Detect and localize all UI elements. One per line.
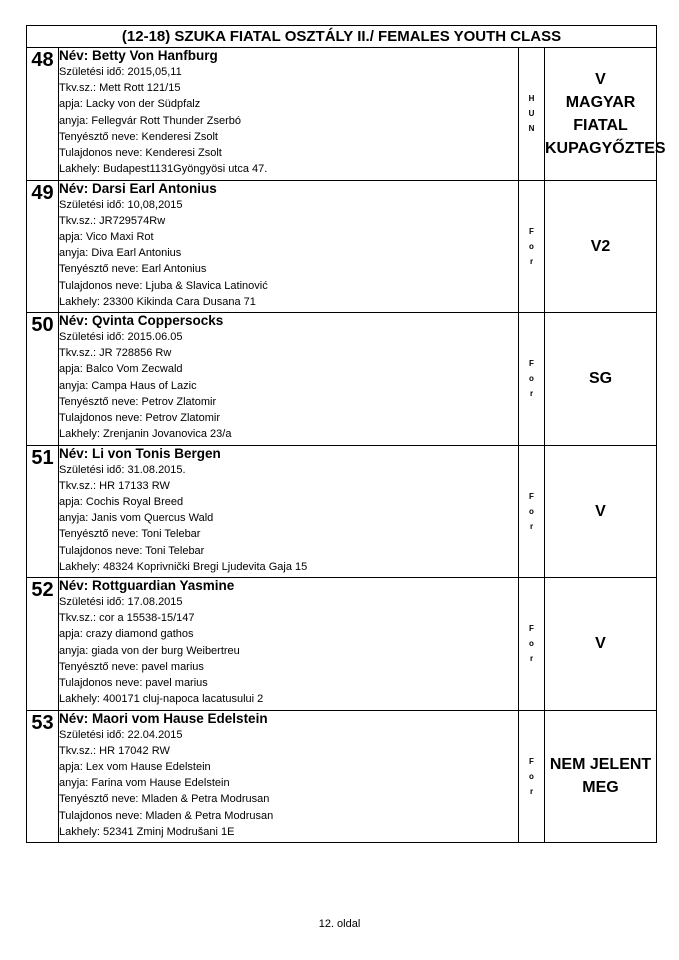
- result: [545, 48, 666, 181]
- dog-name: Név: Li von Tonis Bergen: [59, 445, 221, 461]
- country-code: [519, 180, 545, 313]
- dog-name: Név: Maori vom Hause Edelstein: [59, 710, 268, 726]
- result-line: V: [595, 70, 606, 88]
- country-letter: r: [529, 786, 534, 796]
- registry-number: Tkv.sz.: JR729574Rw: [59, 214, 166, 227]
- entry-row: [27, 445, 657, 578]
- residence: Lakhely: 52341 Zminj Modrušani 1E: [59, 825, 235, 838]
- dog-name: Név: Qvinta Coppersocks: [59, 313, 224, 328]
- sire: apja: Lacky von der Südpfalz: [59, 98, 201, 111]
- result-line: NEM JELENT MEG: [549, 756, 652, 797]
- result: [545, 445, 657, 578]
- page-number: 12. oldal: [318, 918, 361, 930]
- result: [545, 578, 657, 711]
- birth-date: Születési idő: 22.04.2015: [59, 728, 183, 741]
- registry-number: Tkv.sz.: JR 728856 Rw: [59, 347, 172, 360]
- entry-row: [27, 710, 657, 843]
- country-code: [519, 313, 545, 446]
- country-letter: o: [529, 241, 534, 251]
- entry-details: [59, 313, 519, 446]
- dam: anyja: Campa Haus of Lazic: [59, 379, 197, 392]
- registry-number: Tkv.sz.: cor a 15538-15/147: [59, 612, 195, 625]
- birth-date: Születési idő: 17.08.2015: [59, 596, 183, 608]
- breeder: Tenyésztő neve: Earl Antonius: [59, 263, 207, 276]
- dam: anyja: Diva Earl Antonius: [59, 247, 182, 260]
- country-letter: F: [529, 624, 534, 634]
- country-code: [519, 48, 545, 181]
- sire: apja: Lex vom Hause Edelstein: [59, 760, 211, 773]
- entry-number: 53: [27, 710, 59, 843]
- birth-date: Születési idő: 10,08,2015: [59, 198, 183, 211]
- country-letter: r: [529, 389, 534, 399]
- result-line: MAGYAR FIATAL: [565, 93, 636, 134]
- dam: anyja: Fellegvár Rott Thunder Zserbó: [59, 114, 241, 127]
- residence: Lakhely: Budapest1131Gyöngyösi utca 47.: [59, 163, 268, 176]
- birth-date: Születési idő: 2015,05,11: [59, 66, 182, 78]
- result-line: V: [595, 502, 606, 520]
- country-letter: N: [528, 124, 535, 134]
- country-letter: o: [529, 771, 534, 781]
- dam: anyja: Janis vom Quercus Wald: [59, 512, 214, 525]
- dam: anyja: Farina vom Hause Edelstein: [59, 777, 230, 790]
- owner: Tulajdonos neve: Mladen & Petra Modrusan: [59, 809, 274, 822]
- result-line: KUPAGYŐZTES: [545, 139, 666, 157]
- entry-details: [59, 578, 519, 711]
- entry-number: 50: [27, 313, 59, 446]
- result-line: SG: [588, 370, 613, 388]
- class-title-row: [27, 26, 657, 48]
- entry-details: [59, 48, 519, 181]
- owner: Tulajdonos neve: Petrov Zlatomir: [59, 412, 220, 425]
- country-code: [519, 710, 545, 843]
- entry-number: 49: [27, 180, 59, 313]
- entry-number: 51: [27, 445, 59, 578]
- dam: anyja: giada von der burg Weibertreu: [59, 644, 240, 657]
- sire: apja: Vico Maxi Rot: [59, 230, 154, 243]
- owner: Tulajdonos neve: Kenderesi Zsolt: [59, 147, 222, 160]
- birth-date: Születési idő: 2015.06.05: [59, 331, 183, 343]
- registry-number: Tkv.sz.: HR 17042 RW: [59, 744, 170, 757]
- country-letter: r: [529, 256, 534, 266]
- class-title: (12-18) SZUKA FIATAL OSZTÁLY II./ FEMALES YOUTH CLASS: [27, 26, 657, 48]
- breeder: Tenyésztő neve: Kenderesi Zsolt: [59, 130, 218, 143]
- residence: Lakhely: 23300 Kikinda Cara Dusana 71: [59, 295, 256, 308]
- residence: Lakhely: 48324 Koprivnički Bregi Ljudevita Gaja 15: [59, 560, 308, 573]
- country-code: [519, 578, 545, 711]
- breeder: Tenyésztő neve: Petrov Zlatomir: [59, 395, 217, 408]
- country-letter: F: [529, 491, 534, 501]
- dog-name: Név: Darsi Earl Antonius: [59, 180, 217, 196]
- result: [545, 313, 657, 446]
- breeder: Tenyésztő neve: Toni Telebar: [59, 528, 201, 541]
- sire: apja: Balco Vom Zecwald: [59, 363, 183, 376]
- result-line: V2: [590, 237, 611, 255]
- dog-name: Név: Betty Von Hanfburg: [59, 48, 218, 63]
- owner: Tulajdonos neve: pavel marius: [59, 677, 208, 690]
- registry-number: Tkv.sz.: Mett Rott 121/15: [59, 82, 181, 95]
- country-letter: F: [529, 226, 534, 236]
- result: [545, 710, 657, 843]
- breeder: Tenyésztő neve: pavel marius: [59, 660, 204, 673]
- country-letter: r: [529, 654, 534, 664]
- catalog-table: [26, 25, 666, 843]
- entry-row: [27, 578, 657, 711]
- entry-row: [27, 180, 657, 313]
- country-letter: H: [528, 94, 535, 104]
- entry-number: 48: [27, 48, 59, 181]
- entry-number: 52: [27, 578, 59, 711]
- owner: Tulajdonos neve: Toni Telebar: [59, 544, 205, 557]
- registry-number: Tkv.sz.: HR 17133 RW: [59, 479, 170, 492]
- entry-row: [27, 48, 657, 181]
- country-letter: U: [528, 109, 535, 119]
- sire: apja: crazy diamond gathos: [59, 628, 194, 641]
- residence: Lakhely: 400171 cluj-napoca lacatusului 2: [59, 693, 264, 706]
- result: [545, 180, 657, 313]
- country-letter: o: [529, 374, 534, 384]
- entry-details: [59, 710, 519, 843]
- country-letter: o: [529, 639, 534, 649]
- country-letter: o: [529, 506, 534, 516]
- residence: Lakhely: Zrenjanin Jovanovica 23/a: [59, 428, 232, 441]
- country-letter: F: [529, 756, 534, 766]
- entry-row: [27, 313, 657, 446]
- breeder: Tenyésztő neve: Mladen & Petra Modrusan: [59, 793, 270, 806]
- birth-date: Születési idő: 31.08.2015.: [59, 463, 186, 476]
- owner: Tulajdonos neve: Ljuba & Slavica Latinović: [59, 279, 268, 292]
- country-letter: r: [529, 521, 534, 531]
- entry-details: [59, 180, 519, 313]
- country-code: [519, 445, 545, 578]
- country-letter: F: [529, 359, 534, 369]
- result-line: V: [595, 635, 606, 653]
- sire: apja: Cochis Royal Breed: [59, 495, 184, 508]
- entry-details: [59, 445, 519, 578]
- dog-name: Név: Rottguardian Yasmine: [59, 578, 235, 593]
